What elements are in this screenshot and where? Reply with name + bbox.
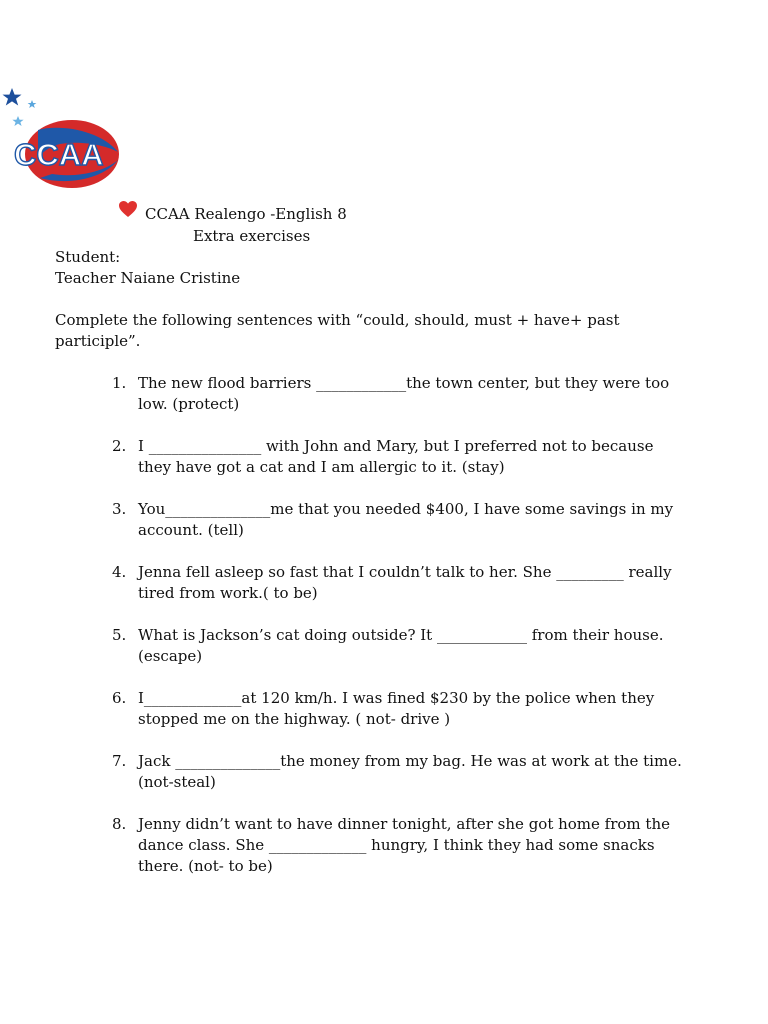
exercise-number: 2. [112, 437, 127, 455]
exercise-item [112, 499, 682, 541]
exercise-number: 7. [112, 752, 127, 770]
exercise-text: I _______________ with John and Mary, but I preferred not to because they have got a cat and I am allergic to it. (stay) [138, 437, 654, 476]
exercise-item [112, 814, 682, 877]
heart-icon [118, 200, 138, 218]
exercise-text: You______________me that you needed $400, I have some savings in my account. (tell) [138, 500, 674, 539]
exercise-number: 4. [112, 563, 127, 581]
exercise-text: The new flood barriers ____________the town center, but they were too low. (protect) [138, 374, 670, 413]
exercise-item [112, 751, 682, 793]
exercise-list [112, 373, 682, 898]
exercise-item [112, 436, 682, 478]
exercise-number: 3. [112, 500, 127, 518]
light-star-icon [12, 116, 23, 126]
exercise-number: 6. [112, 689, 127, 707]
instructions: Complete the following sentences with “could, should, must + have+ past participle”. [55, 311, 620, 350]
exercise-item [112, 373, 682, 415]
exercise-item [112, 688, 682, 730]
exercise-text: Jenny didn’t want to have dinner tonight, after she got home from the dance class. She _____________ hungry, I think they had some snacks there. (not- to be) [138, 815, 670, 875]
exercise-number: 5. [112, 626, 127, 644]
small-star-icon [28, 100, 37, 108]
ccaa-logo [0, 86, 130, 196]
student-label: Student: [55, 248, 121, 266]
teacher-name: Teacher Naiane Cristine [55, 269, 241, 287]
exercise-number: 8. [112, 815, 127, 833]
exercise-text: I_____________at 120 km/h. I was fined $230 by the police when they stopped me on the highway. ( not- drive ) [138, 689, 655, 728]
dark-star-icon [3, 88, 22, 106]
worksheet-subtitle: Extra exercises [193, 227, 311, 245]
exercise-text: Jack ______________the money from my bag. He was at work at the time. (not-steal) [138, 752, 682, 791]
exercise-item [112, 625, 682, 667]
exercise-item [112, 562, 682, 604]
logo-text: CCAA [14, 137, 104, 172]
exercise-text: Jenna fell asleep so fast that I couldn’t talk to her. She _________ really tired from work.( to be) [138, 563, 672, 602]
exercise-number: 1. [112, 374, 127, 392]
school-title: CCAA Realengo -English 8 [145, 205, 347, 223]
exercise-text: What is Jackson’s cat doing outside? It ____________ from their house. (escape) [138, 626, 664, 665]
